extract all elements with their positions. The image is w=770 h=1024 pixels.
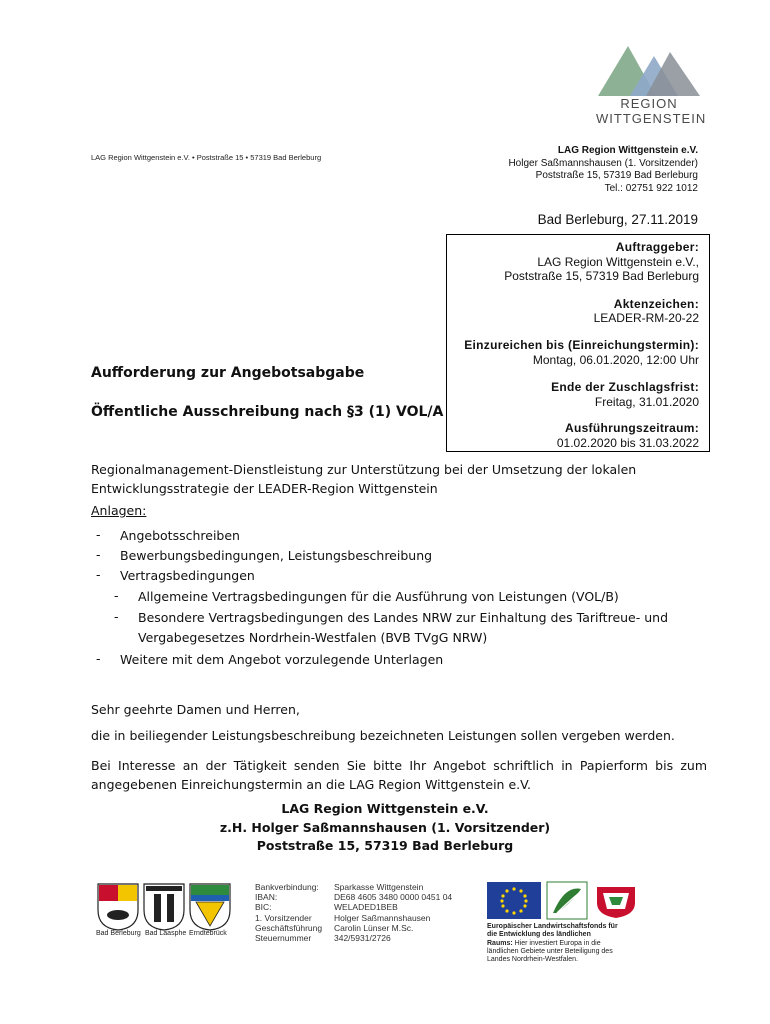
list-dash: - — [96, 567, 101, 582]
sender-phone: Tel.: 02751 922 1012 — [604, 182, 698, 194]
list-item: Vertragsbedingungen — [120, 568, 255, 583]
bank-value: DE68 4605 3480 0000 0451 04 — [334, 892, 453, 903]
bank-values — [334, 882, 452, 943]
bank-value: Holger Saßmannshausen — [334, 912, 431, 923]
logo-text-wittgenstein: WITTGENSTEIN — [596, 111, 707, 126]
bank-label: 1. Vorsitzender — [255, 912, 312, 923]
logo-text-region: REGION — [620, 96, 678, 111]
paragraph-2: Bei Interesse an der Tätigkeit senden Sie bitte Ihr Angebot schriftlich in Papierform bis zum angegebenen Einreichungstermin an die LAG Region Wittgenstein e.V. — [91, 758, 707, 792]
bank-value: WELADED1BEB — [334, 902, 398, 913]
sender-street: Poststraße 15, 57319 Bad Berleburg — [535, 170, 698, 181]
document-subtitle: Öffentliche Ausschreibung nach §3 (1) VOL/A — [91, 404, 444, 420]
list-dash: - — [114, 588, 119, 603]
list-item: Weitere mit dem Angebot vorzulegende Unterlagen — [120, 652, 444, 667]
einreichen-value: Montag, 06.01.2020, 12:00 Uhr — [532, 353, 699, 367]
address-line-3: Poststraße 15, 57319 Bad Berleburg — [256, 838, 514, 853]
bad-berleburg-crest-icon — [98, 884, 138, 930]
anlagen-heading: Anlagen: — [91, 503, 147, 518]
list-dash: - — [96, 651, 101, 666]
intro-line-2: Entwicklungsstrategie der LEADER-Region Wittgenstein — [91, 481, 438, 496]
eu-text-line: die Entwicklung des ländlichen — [487, 931, 591, 939]
bank-labels — [255, 882, 322, 943]
auftraggeber-value-2: Poststraße 15, 57319 Bad Berleburg — [504, 269, 699, 283]
nrw-logo-icon — [593, 882, 639, 919]
bank-value: Carolin Lünser M.Sc. — [334, 922, 414, 933]
eu-text-line: ländlichen Gebiete unter Beteiligung des — [487, 947, 613, 955]
sender-block — [508, 145, 698, 195]
auftraggeber-label: Auftraggeber: — [615, 240, 699, 254]
eu-text-bold: Raums: — [487, 939, 513, 947]
address-line-2: z.H. Holger Saßmannshausen (1. Vorsitzender) — [219, 820, 551, 835]
address-line-1: LAG Region Wittgenstein e.V. — [281, 801, 489, 816]
document-title: Aufforderung zur Angebotsabgabe — [91, 365, 365, 381]
bank-label: Steuernummer — [255, 933, 312, 944]
bank-label: IBAN: — [255, 892, 278, 903]
bank-label: Bankverbindung: — [255, 882, 319, 892]
greeting: Sehr geehrte Damen und Herren, — [91, 702, 300, 717]
eu-text-line — [487, 940, 637, 948]
leader-logo-icon — [547, 882, 587, 919]
list-dash: - — [96, 527, 101, 542]
bank-value: 342/5931/2726 — [334, 933, 391, 944]
zuschlag-label: Ende der Zuschlagsfrist: — [551, 380, 699, 394]
crest-label: Bad Berleburg — [96, 930, 141, 937]
eu-text-line: Europäischer Landwirtschaftsfonds für — [487, 923, 618, 930]
eu-funding-text — [487, 923, 637, 964]
intro-paragraph — [91, 460, 711, 498]
info-box — [446, 234, 710, 452]
bad-laasphe-crest-icon — [144, 884, 184, 930]
bank-value: Sparkasse Wittgenstein — [334, 882, 424, 892]
crest-label: Bad Laasphe — [145, 930, 187, 937]
list-sub-item: Allgemeine Vertragsbedingungen für die Ausführung von Leistungen (VOL/B) — [138, 589, 619, 604]
sender-name: LAG Region Wittgenstein e.V. — [557, 145, 698, 156]
eu-text-normal: Hier investiert Europa in die — [512, 939, 601, 947]
list-item: Angebotsschreiben — [120, 528, 240, 543]
aktenzeichen-label: Aktenzeichen: — [613, 297, 699, 311]
erndtebrueck-crest-icon — [190, 884, 230, 930]
bank-label: Geschäftsführung — [255, 922, 323, 933]
ausfuehrung-value: 01.02.2020 bis 31.03.2022 — [556, 436, 699, 450]
list-sub-item-cont: Vergabegesetzes Nordrhein-Westfalen (BVB TVgG NRW) — [138, 630, 488, 645]
eu-flag-icon — [487, 882, 541, 919]
crest-label: Erndtebrück — [189, 930, 227, 937]
funding-logos — [487, 881, 639, 921]
paragraph-1: die in beiliegender Leistungsbeschreibung bezeichneten Leistungen sollen vergeben werden. — [91, 728, 675, 743]
list-item: Bewerbungsbedingungen, Leistungsbeschreibung — [120, 548, 433, 563]
einreichen-label: Einzureichen bis (Einreichungstermin): — [464, 338, 699, 352]
auftraggeber-value-1: LAG Region Wittgenstein e.V., — [537, 255, 699, 269]
ausfuehrung-label: Ausführungszeitraum: — [564, 421, 699, 435]
zuschlag-value: Freitag, 31.01.2020 — [594, 395, 699, 409]
list-sub-item: Besondere Vertragsbedingungen des Landes NRW zur Einhaltung des Tariftreue- und — [138, 610, 669, 625]
eu-text-line: Landes Nordrhein-Westfalen. — [487, 956, 578, 964]
bank-label: BIC: — [255, 902, 272, 913]
intro-line-1: Regionalmanagement-Dienstleistung zur Unterstützung bei der Umsetzung der lokalen — [91, 462, 637, 477]
sender-person: Holger Saßmannshausen (1. Vorsitzender) — [508, 157, 698, 169]
aktenzeichen-value: LEADER-RM-20-22 — [593, 311, 699, 325]
list-dash: - — [96, 547, 101, 562]
list-dash: - — [114, 609, 119, 624]
sender-return-line: LAG Region Wittgenstein e.V. • Poststraße 15 • 57319 Bad Berleburg — [91, 153, 322, 162]
municipal-crests — [96, 882, 232, 932]
date-line: Bad Berleburg, 27.11.2019 — [537, 212, 698, 227]
